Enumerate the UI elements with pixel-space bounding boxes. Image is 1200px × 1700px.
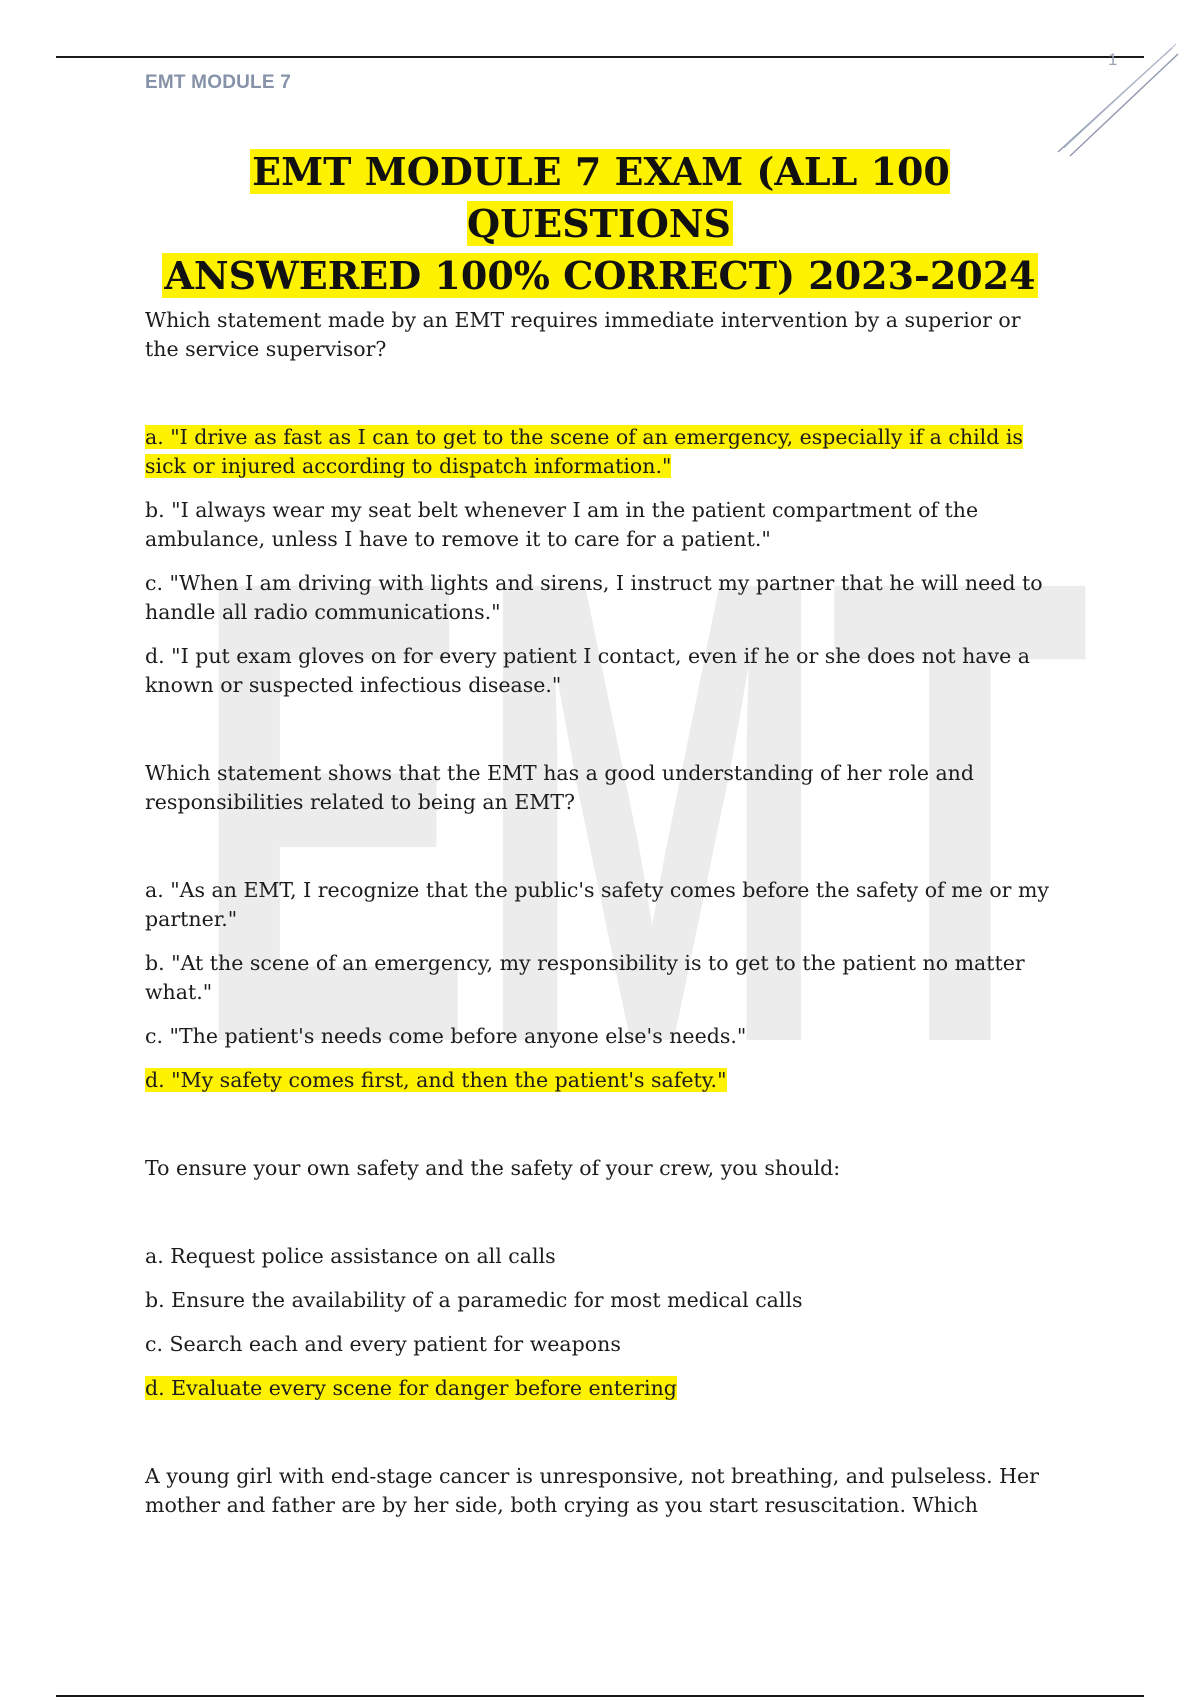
answer-option: [145, 876, 1055, 934]
answer-option-text: a. Request police assistance on all calls: [145, 1244, 556, 1268]
answer-option-text: c. "When I am driving with lights and sirens, I instruct my partner that he will need to handle all radio communications.": [145, 571, 1043, 624]
answer-options: [145, 423, 1055, 700]
answer-option: [145, 1330, 1055, 1359]
answer-option-text: d. "My safety comes first, and then the patient's safety.": [145, 1068, 727, 1092]
document-title: [120, 146, 1080, 302]
answer-option: [145, 1242, 1055, 1271]
question-text: Which statement made by an EMT requires immediate intervention by a superior or the service supervisor?: [145, 308, 1021, 361]
answer-option-text: c. Search each and every patient for weapons: [145, 1332, 621, 1356]
answer-option: [145, 642, 1055, 700]
answer-option: [145, 1022, 1055, 1051]
answer-option-text: d. Evaluate every scene for danger before entering: [145, 1376, 677, 1400]
footer-rule: [56, 1695, 1144, 1697]
answer-option-text: b. "I always wear my seat belt whenever I am in the patient compartment of the ambulance, unless I have to remove it to care for a patient.": [145, 498, 979, 551]
question-block: [145, 306, 1055, 759]
question-block: [145, 759, 1055, 1154]
answer-option-text: d. "I put exam gloves on for every patient I contact, even if he or she does not have a known or suspected infectious disease.": [145, 644, 1030, 697]
answer-option-text: b. "At the scene of an emergency, my responsibility is to get to the patient no matter what.": [145, 951, 1025, 1004]
answer-options: [145, 876, 1055, 1095]
question-block: [145, 1154, 1055, 1462]
answer-option: [145, 949, 1055, 1007]
answer-option-text: a. "As an EMT, I recognize that the public's safety comes before the safety of me or my partner.": [145, 878, 1049, 931]
title-line-2: ANSWERED 100% CORRECT) 2023-2024: [164, 253, 1036, 298]
title-line-1: EMT MODULE 7 EXAM (ALL 100 QUESTIONS: [252, 149, 950, 246]
question-block: [145, 1462, 1055, 1520]
watermark-text: EMT: [190, 500, 1090, 1060]
header-rule: [56, 56, 1144, 58]
answer-option: [145, 1286, 1055, 1315]
question-text: A young girl with end-stage cancer is unresponsive, not breathing, and pulseless. Her mother and father are by her side, both crying as you start resuscitation. Which: [145, 1464, 1039, 1517]
question-text: Which statement shows that the EMT has a good understanding of her role and responsibilities related to being an EMT?: [145, 761, 975, 814]
answer-option-text: a. "I drive as fast as I can to get to the scene of an emergency, especially if a child is sick or injured according to dispatch information.": [145, 425, 1023, 478]
running-header: EMT MODULE 7: [145, 72, 291, 93]
answer-option-correct: [145, 1374, 1055, 1403]
answer-option: [145, 569, 1055, 627]
page-number: 1: [1108, 50, 1118, 69]
question-text: To ensure your own safety and the safety of your crew, you should:: [145, 1156, 841, 1180]
question-list: [145, 306, 1055, 1520]
answer-option-correct: [145, 1066, 1055, 1095]
answer-option: [145, 496, 1055, 554]
answer-option-text: c. "The patient's needs come before anyone else's needs.": [145, 1024, 747, 1048]
answer-options: [145, 1242, 1055, 1403]
answer-option-correct: [145, 423, 1055, 481]
answer-option-text: b. Ensure the availability of a paramedic for most medical calls: [145, 1288, 803, 1312]
